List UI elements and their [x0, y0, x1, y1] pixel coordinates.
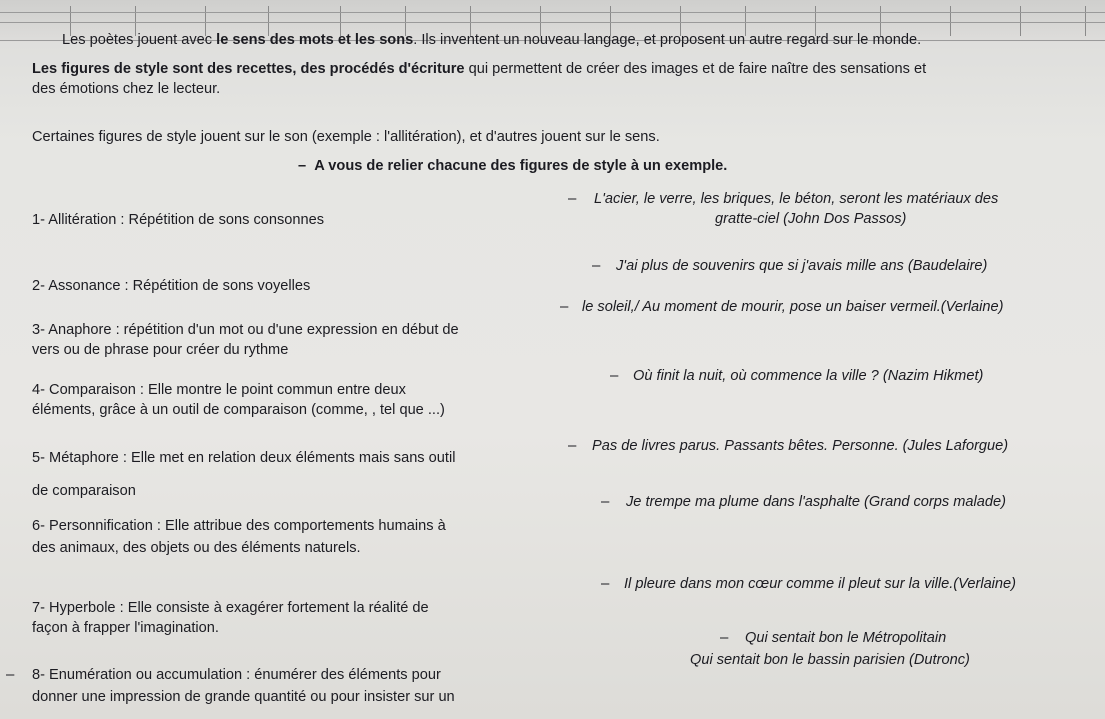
intro-paragraph-2-line-1	[32, 60, 926, 78]
intro-p1-a: Les poètes jouent avec	[62, 32, 217, 48]
figure-7-line-1: 7- Hyperbole : Elle consiste à exagérer fortement la réalité de	[32, 600, 429, 616]
example-6-dash: –	[601, 493, 610, 510]
example-5-dash: –	[568, 437, 577, 454]
example-7-line-1: Il pleure dans mon cœur comme il pleut sur la ville.(Verlaine)	[624, 576, 1017, 592]
intro-p2-a: qui permettent de créer des images et de faire naître des sensations et	[464, 61, 927, 77]
example-1-line-2: gratte-ciel (John Dos Passos)	[715, 211, 907, 227]
instruction-text: A vous de relier chacune des figures de style à un exemple.	[314, 158, 728, 174]
figure-1-line-1: 1- Allitération : Répétition de sons consonnes	[32, 212, 325, 228]
intro-paragraph-3: Certaines figures de style jouent sur le son (exemple : l'allitération), et d'autres jouent sur le sens.	[32, 129, 660, 145]
intro-p1-bold: le sens des mots et les sons	[216, 32, 414, 48]
example-2-line-1: J'ai plus de souvenirs que si j'avais mille ans (Baudelaire)	[616, 258, 988, 274]
figure-8-line-1: 8- Enumération ou accumulation : énumérer des éléments pour	[32, 667, 441, 683]
example-4-line-1: Où finit la nuit, où commence la ville ? (Nazim Hikmet)	[633, 368, 984, 384]
intro-paragraph-1	[62, 31, 921, 49]
example-1-line-1: L'acier, le verre, les briques, le béton, seront les matériaux des	[594, 191, 999, 207]
example-8-line-1: Qui sentait bon le Métropolitain	[745, 630, 947, 646]
example-8-line-2: Qui sentait bon le bassin parisien (Dutronc)	[690, 652, 970, 668]
example-2-dash: –	[592, 257, 601, 274]
figure-7-line-2: façon à frapper l'imagination.	[32, 620, 219, 636]
figure-3-line-2: vers ou de phrase pour créer du rythme	[32, 342, 289, 358]
example-3-line-1: le soleil,/ Au moment de mourir, pose un baiser vermeil.(Verlaine)	[582, 299, 1004, 315]
figure-8-dash: –	[6, 666, 15, 683]
figure-5-line-1: 5- Métaphore : Elle met en relation deux éléments mais sans outil	[32, 450, 456, 466]
instruction	[298, 157, 727, 175]
figure-8-line-2: donner une impression de grande quantité ou pour insister sur un	[32, 689, 455, 705]
figure-6-line-2: des animaux, des objets ou des éléments naturels.	[32, 540, 361, 556]
figure-2-line-1: 2- Assonance : Répétition de sons voyelles	[32, 278, 311, 294]
figure-4-line-1: 4- Comparaison : Elle montre le point commun entre deux	[32, 382, 406, 398]
instruction-dash: –	[298, 158, 307, 174]
intro-paragraph-2-line-2: des émotions chez le lecteur.	[32, 81, 221, 97]
example-1-dash: –	[568, 190, 577, 207]
figure-3-line-1: 3- Anaphore : répétition d'un mot ou d'une expression en début de	[32, 322, 459, 338]
figure-5-line-2: de comparaison	[32, 483, 136, 499]
example-7-dash: –	[601, 575, 610, 592]
figure-6-line-1: 6- Personnification : Elle attribue des comportements humains à	[32, 518, 446, 534]
example-3-dash: –	[560, 298, 569, 315]
intro-p2-bold: Les figures de style sont des recettes, des procédés d'écriture	[32, 61, 465, 77]
intro-p1-b: . Ils inventent un nouveau langage, et proposent un autre regard sur le monde.	[413, 32, 922, 48]
example-6-line-1: Je trempe ma plume dans l'asphalte (Grand corps malade)	[626, 494, 1006, 510]
example-5-line-1: Pas de livres parus. Passants bêtes. Personne. (Jules Laforgue)	[592, 438, 1009, 454]
figure-4-line-2: éléments, grâce à un outil de comparaison (comme, , tel que ...)	[32, 402, 445, 418]
example-8-dash: –	[720, 629, 729, 646]
example-4-dash: –	[610, 367, 619, 384]
